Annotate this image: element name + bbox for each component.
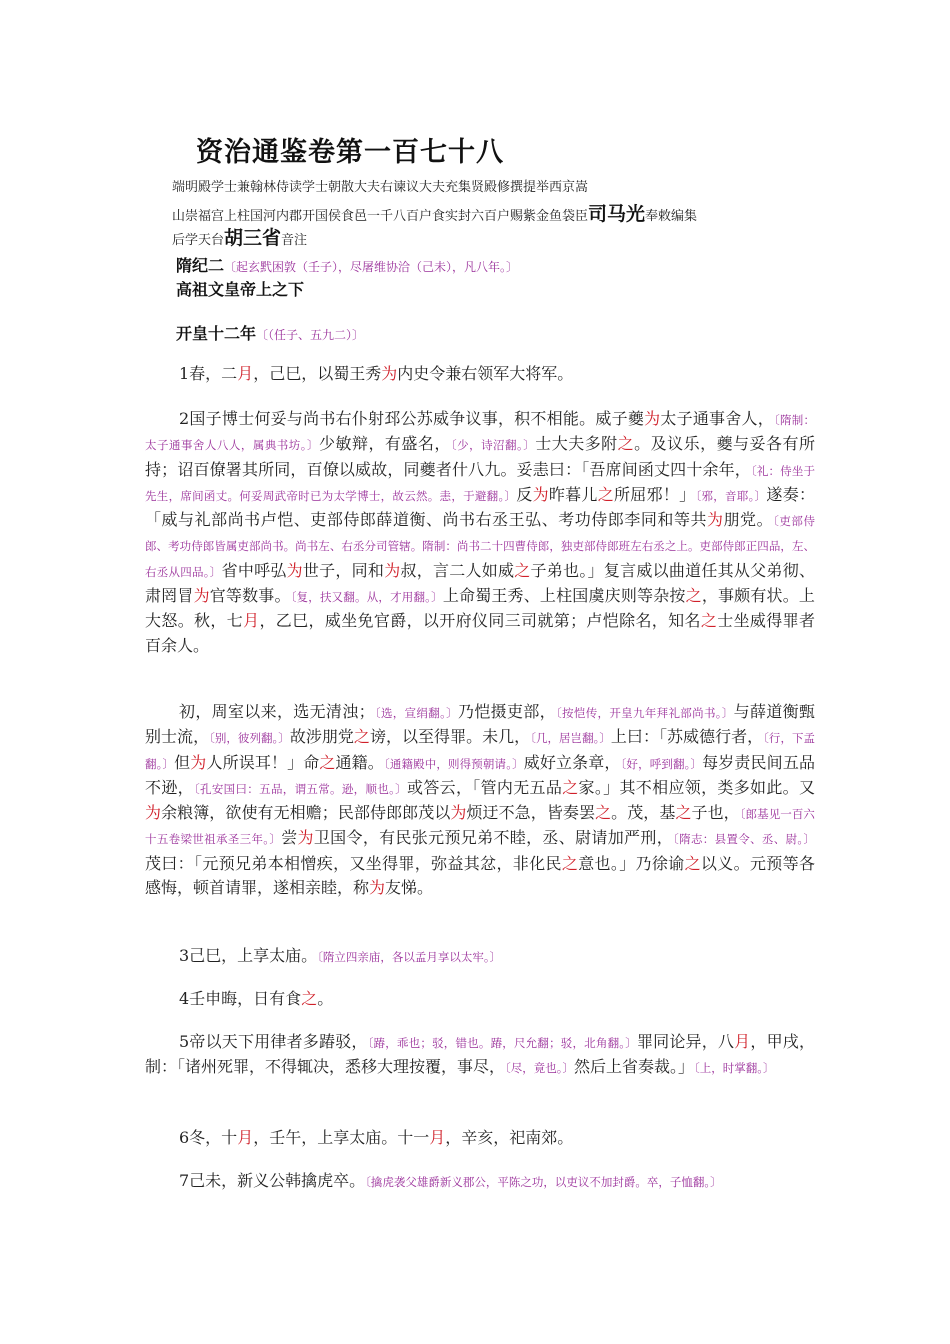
highlighted-char: 月	[429, 1128, 446, 1147]
highlighted-char: 之	[597, 484, 615, 504]
text-run: 子弟也。」复言威以曲道任其从父弟彻、肃罔冒	[145, 560, 815, 606]
text-run: 威好立条章，	[523, 752, 621, 772]
text-run: 谤，以至得罪。未几，	[369, 727, 531, 747]
annotation: 〔隋立四亲庙，各以孟月享以太牢。〕	[317, 950, 502, 964]
highlighted-char: 之	[319, 752, 336, 772]
section-heading	[176, 253, 518, 276]
section-title: 隋纪二	[176, 256, 225, 275]
text-run: 遂奏：「威与礼部尚书卢恺、吏部侍郎薛道衡、尚书右丞王弘、考功侍郎李同和等共	[145, 484, 815, 530]
text-run: 卫国令，有民张元预兄弟不睦，丞、尉请加严刑，	[313, 828, 674, 848]
author-text: 奉敕编集	[645, 209, 698, 224]
text-run: 以义。元预等各感悔，顿首请罪，遂相亲睦，称	[145, 853, 815, 898]
highlighted-char: 为	[381, 364, 398, 383]
text-run: 上曰：「苏威德行者，	[610, 727, 764, 747]
text-run: 。及议乐，夔与妥各有所持；诏百僚署其所同，百僚以威故，同夔者什八九。妥恚曰：「吾席间函丈四十余年，	[145, 434, 815, 479]
highlighted-char: 之	[514, 560, 531, 580]
highlighted-char: 之	[353, 727, 370, 747]
text-run: ，辛亥，祀南郊。	[445, 1128, 574, 1147]
annotation: 〔邪，音耶。〕	[695, 488, 767, 503]
text-run: 尝	[281, 828, 298, 848]
author-text: 端明殿学士兼翰林侍读学士朝散大夫右谏议大夫充集贤殿修撰提举西京嵩	[172, 180, 589, 195]
text-run: 世子，同和	[302, 560, 385, 580]
annotation: 〔尽，竟也。〕	[505, 1061, 575, 1076]
author-name: 司马光	[588, 203, 646, 225]
highlighted-char: 为	[297, 828, 314, 848]
text-run: 与薛道衡甄别士流，	[145, 702, 815, 747]
text-run: ，甲戌，制：「诸州死罪，不得辄决，悉移大理按覆，事尽，	[145, 1032, 815, 1077]
text-run: 7己未，新义公韩擒虎卒。	[179, 1171, 366, 1190]
annotation: 〔几，居岂翻。〕	[530, 731, 611, 746]
text-run: 茂曰：「元预兄弟本相憎疾，又坐得罪，弥益其忿，非化民	[145, 853, 562, 873]
year-note: 〔（任子、五九二）〕	[256, 328, 365, 342]
text-run: 叔，言二人如威	[400, 560, 515, 580]
text-run: 3己巳，上享太庙。	[179, 946, 318, 965]
highlighted-char: 为	[190, 752, 207, 772]
text-run: ，壬午，上享太庙。十一	[253, 1128, 430, 1147]
text-run: 上命蜀王秀、上柱国虞庆则等杂按	[442, 586, 686, 606]
paragraph-8	[145, 1169, 815, 1194]
paragraph-6	[145, 1030, 815, 1081]
annotation: 〔行，下孟翻。〕	[145, 731, 816, 771]
highlighted-char: 月	[237, 1128, 254, 1147]
text-run: 初，周室以来，选无清浊；	[179, 702, 375, 721]
highlighted-char: 为	[707, 510, 724, 530]
text-run: ，己巳，以蜀王秀	[253, 364, 382, 383]
highlighted-char: 为	[286, 560, 303, 580]
text-run: 乃恺摄吏部，	[458, 702, 556, 721]
author-text: 山崇福宫上柱国河内郡开国侯食邑一千八百户食实封六百户赐紫金鱼袋臣	[172, 209, 589, 224]
paragraph-4	[145, 944, 815, 969]
author-line-2	[172, 204, 697, 227]
text-run: 6冬，十	[179, 1128, 238, 1147]
text-run: 烦迂不急，皆奏罢	[466, 803, 596, 823]
text-run: 内史令兼右领军大将军。	[397, 364, 574, 383]
highlighted-char: 月	[243, 611, 260, 631]
annotation: 〔按恺传，开皇九年拜礼部尚书。〕	[555, 706, 734, 720]
annotation: 〔郎基见一百六十五卷梁世祖承圣三年。〕	[145, 807, 815, 847]
paragraph-3	[145, 700, 815, 900]
text-run: 太子通事舍人，	[660, 409, 775, 428]
text-run: 5帝以天下用律者多踳驳，	[179, 1032, 368, 1051]
text-run: 。	[317, 989, 334, 1008]
text-run: 少敏辩，有盛名，	[319, 434, 451, 454]
year-title: 开皇十二年	[176, 324, 257, 343]
text-run: 官等数事。	[209, 586, 291, 606]
annotation: 〔少，诗沼翻。〕	[450, 438, 536, 453]
paragraph-5	[145, 987, 815, 1011]
text-run: 通籍。	[335, 752, 384, 772]
text-run: 意也。」乃徐谕	[578, 853, 685, 873]
text-run: 士坐威得罪者百余人。	[145, 611, 815, 655]
highlighted-char: 月	[237, 364, 254, 383]
highlighted-char: 之	[684, 853, 701, 873]
highlighted-char: 为	[369, 878, 386, 898]
text-run: 2国子博士何妥与尚书右仆射邳公苏威争议事，积不相能。威子夔	[179, 409, 645, 428]
annotation: 〔通籍殿中，则得预朝请。〕	[383, 756, 524, 771]
highlighted-char: 为	[384, 560, 401, 580]
highlighted-char: 为	[450, 803, 467, 823]
text-run: 友悌。	[385, 878, 434, 898]
text-run: 余粮簿，欲使有无相赡；民部侍郎郎茂以	[161, 803, 451, 823]
text-run: 1春，二	[179, 364, 238, 383]
commentator-text: 后学天台	[172, 233, 225, 248]
text-run: 昨暮儿	[548, 484, 598, 504]
section-note: 〔起玄黓困敦（壬子），尽屠维协洽（己未），凡八年。〕	[224, 260, 519, 274]
text-run: 子也，	[691, 803, 740, 823]
text-run: 人所误耳！」命	[206, 752, 320, 772]
highlighted-char: 之	[675, 803, 692, 823]
text-run: 家。」其不相应领，类多如此。又	[578, 777, 815, 797]
text-run: 士大夫多附	[535, 434, 618, 454]
highlighted-char: 之	[595, 803, 612, 823]
annotation: 〔别，彼列翻。〕	[209, 731, 290, 746]
annotation: 〔擒虎袭父雄爵新义郡公，平陈之功，以吏议不加封爵。卒，子恤翻。〕	[365, 1175, 722, 1189]
text-run: 但	[174, 752, 191, 772]
text-run: ，乙巳，威坐免官爵，以开府仪同三司就第；卢恺除名，知名	[259, 611, 701, 631]
highlighted-char: 为	[145, 803, 162, 823]
year-heading	[176, 321, 364, 344]
annotation: 〔吏部侍郎、考功侍郎皆属吏部尚书。尚书左、右丞分司管辖。隋制：尚书二十四曹侍郎，独吏部侍郎班左右丞之上。吏部侍郎正四品，左、右丞从四品。〕	[145, 514, 815, 579]
annotation: 〔隋制：太子通事舍人八人，属典书坊。〕	[145, 413, 815, 453]
paragraph-2	[145, 407, 815, 658]
annotation: 〔踳，乖也；驳，错也。踳，尺允翻；驳，北角翻。〕	[367, 1036, 637, 1050]
highlighted-char: 为	[644, 409, 661, 428]
annotation: 〔上，时掌翻。〕	[694, 1061, 775, 1076]
commentator-text: 音注	[281, 233, 308, 248]
document-title: 资治通鉴卷第一百七十八	[196, 137, 504, 168]
text-run: 每岁责民间五品不逊，	[145, 752, 815, 797]
text-run: 4壬申晦，日有食	[179, 989, 302, 1008]
commentator-name: 胡三省	[224, 227, 282, 249]
paragraph-7	[145, 1126, 815, 1150]
annotation: 〔选，宣绢翻。〕	[374, 706, 459, 720]
highlighted-char: 之	[617, 434, 635, 454]
annotation: 〔复，扶又翻。从，才用翻。〕	[290, 590, 443, 605]
text-run: 故涉朋党	[289, 727, 354, 747]
highlighted-char: 月	[734, 1032, 751, 1051]
highlighted-char: 之	[301, 989, 318, 1008]
paragraph-1	[145, 362, 815, 386]
highlighted-char: 为	[193, 586, 210, 606]
highlighted-char: 之	[700, 611, 718, 631]
highlighted-char: 之	[561, 853, 579, 873]
annotation: 〔好，呼到翻。〕	[620, 756, 703, 771]
highlighted-char: 为	[532, 484, 549, 504]
text-run: 。茂，基	[611, 803, 676, 823]
text-run: 或答云，「管内无五品	[407, 777, 563, 797]
text-run: 然后上省奏裁。」	[574, 1057, 695, 1077]
highlighted-char: 之	[562, 777, 579, 797]
text-run: 所屈邪！」	[614, 484, 696, 504]
annotation: 〔隋志：县置令、丞、尉。〕	[673, 832, 815, 847]
emperor-heading: 高祖文皇帝上之下	[176, 280, 305, 299]
highlighted-char: 之	[685, 586, 702, 606]
text-run: 朋党。	[723, 510, 774, 530]
text-run: 罪同论异，八	[636, 1032, 735, 1051]
text-run: 反	[516, 484, 533, 504]
text-run: 省中呼弘	[221, 560, 287, 580]
author-line-1	[172, 178, 588, 198]
text-run: ，事颇有状。上大怒。秋，七	[145, 586, 815, 631]
commentator-line	[172, 228, 307, 251]
annotation: 〔礼：侍坐于先生，席间函丈。何妥周武帝时已为太学博士，故云然。恚，于避翻。〕	[145, 463, 815, 503]
annotation: 〔孔安国曰：五品，谓五常。逊，顺也。〕	[193, 781, 408, 796]
